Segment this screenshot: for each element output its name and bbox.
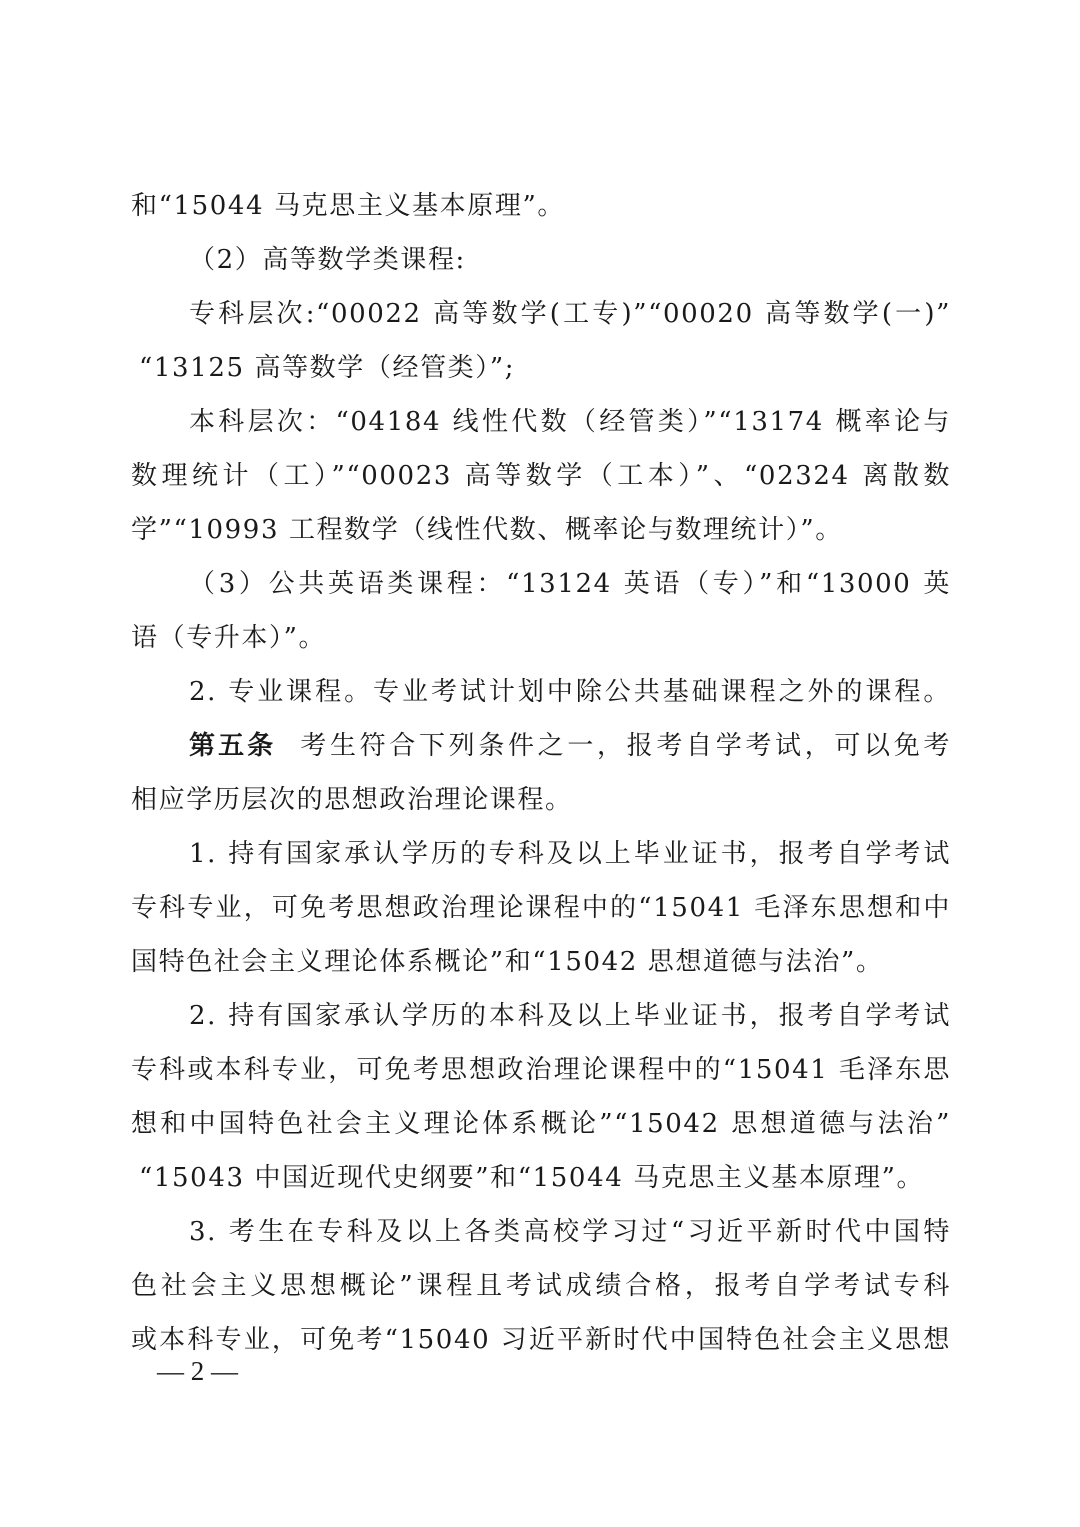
text-line-english-courses: （3）公共英语类课程：“13124 英语（专）”和“13000 英 — [189, 569, 951, 599]
text-line-condition-1-cont-2: 国特色社会主义理论体系概论”和“15042 思想道德与法治”。 — [131, 947, 884, 977]
document-body — [131, 186, 951, 1374]
text-line-condition-3: 3. 考生在专科及以上各类高校学习过“习近平新时代中国特 — [189, 1217, 951, 1247]
text-line-condition-2: 2. 持有国家承认学历的本科及以上毕业证书，报考自学考试 — [189, 1001, 951, 1031]
text-line-math-undergraduate-cont-1: 数理统计（工）”“00023 高等数学（工本）”、“02324 离散数 — [131, 461, 951, 491]
text-line-math-junior-college: 专科层次:“00022 高等数学(工专)”“00020 高等数学(一)” — [189, 299, 951, 329]
text-line-condition-1: 1. 持有国家承认学历的专科及以上毕业证书，报考自学考试 — [189, 839, 951, 869]
text-line-condition-3-cont-1: 色社会主义思想概论”课程且考试成绩合格，报考自学考试专科 — [131, 1271, 951, 1301]
text-line-math-courses-heading: （2）高等数学类课程: — [189, 245, 466, 275]
text-line-ideology-course-end: 和“15044 马克思主义基本原理”。 — [131, 191, 565, 221]
text-line-condition-2-cont-3: “15043 中国近现代史纲要”和“15044 马克思主义基本原理”。 — [139, 1163, 925, 1193]
text-line-condition-2-cont-1: 专科或本科专业，可免考思想政治理论课程中的“15041 毛泽东思 — [131, 1055, 951, 1085]
text-line-article-five — [131, 726, 951, 780]
text-line-english-courses-cont: 语（专升本）”。 — [131, 623, 327, 653]
text-line-math-undergraduate-cont-2: 学”“10993 工程数学（线性代数、概率论与数理统计）”。 — [131, 515, 843, 545]
text-line-article-five-cont: 相应学历层次的思想政治理论课程。 — [131, 785, 573, 815]
text-line-math-junior-college-cont: “13125 高等数学（经管类）”; — [139, 353, 516, 383]
text-line-condition-3-cont-2: 或本科专业，可免考“15040 习近平新时代中国特色社会主义思想 — [131, 1325, 951, 1355]
text-line-condition-2-cont-2: 想和中国特色社会主义理论体系概论”“15042 思想道德与法治” — [131, 1109, 951, 1139]
article-heading: 第五条 — [189, 731, 277, 761]
page-number: — 2 — — [157, 1356, 238, 1386]
text-line-math-undergraduate: 本科层次：“04184 线性代数（经管类）”“13174 概率论与 — [189, 407, 951, 437]
article-five-text: 考生符合下列条件之一，报考自学考试，可以免考 — [298, 731, 951, 761]
text-line-condition-1-cont-1: 专科专业，可免考思想政治理论课程中的“15041 毛泽东思想和中 — [131, 893, 951, 923]
text-line-professional-courses: 2. 专业课程。专业考试计划中除公共基础课程之外的课程。 — [189, 677, 951, 707]
